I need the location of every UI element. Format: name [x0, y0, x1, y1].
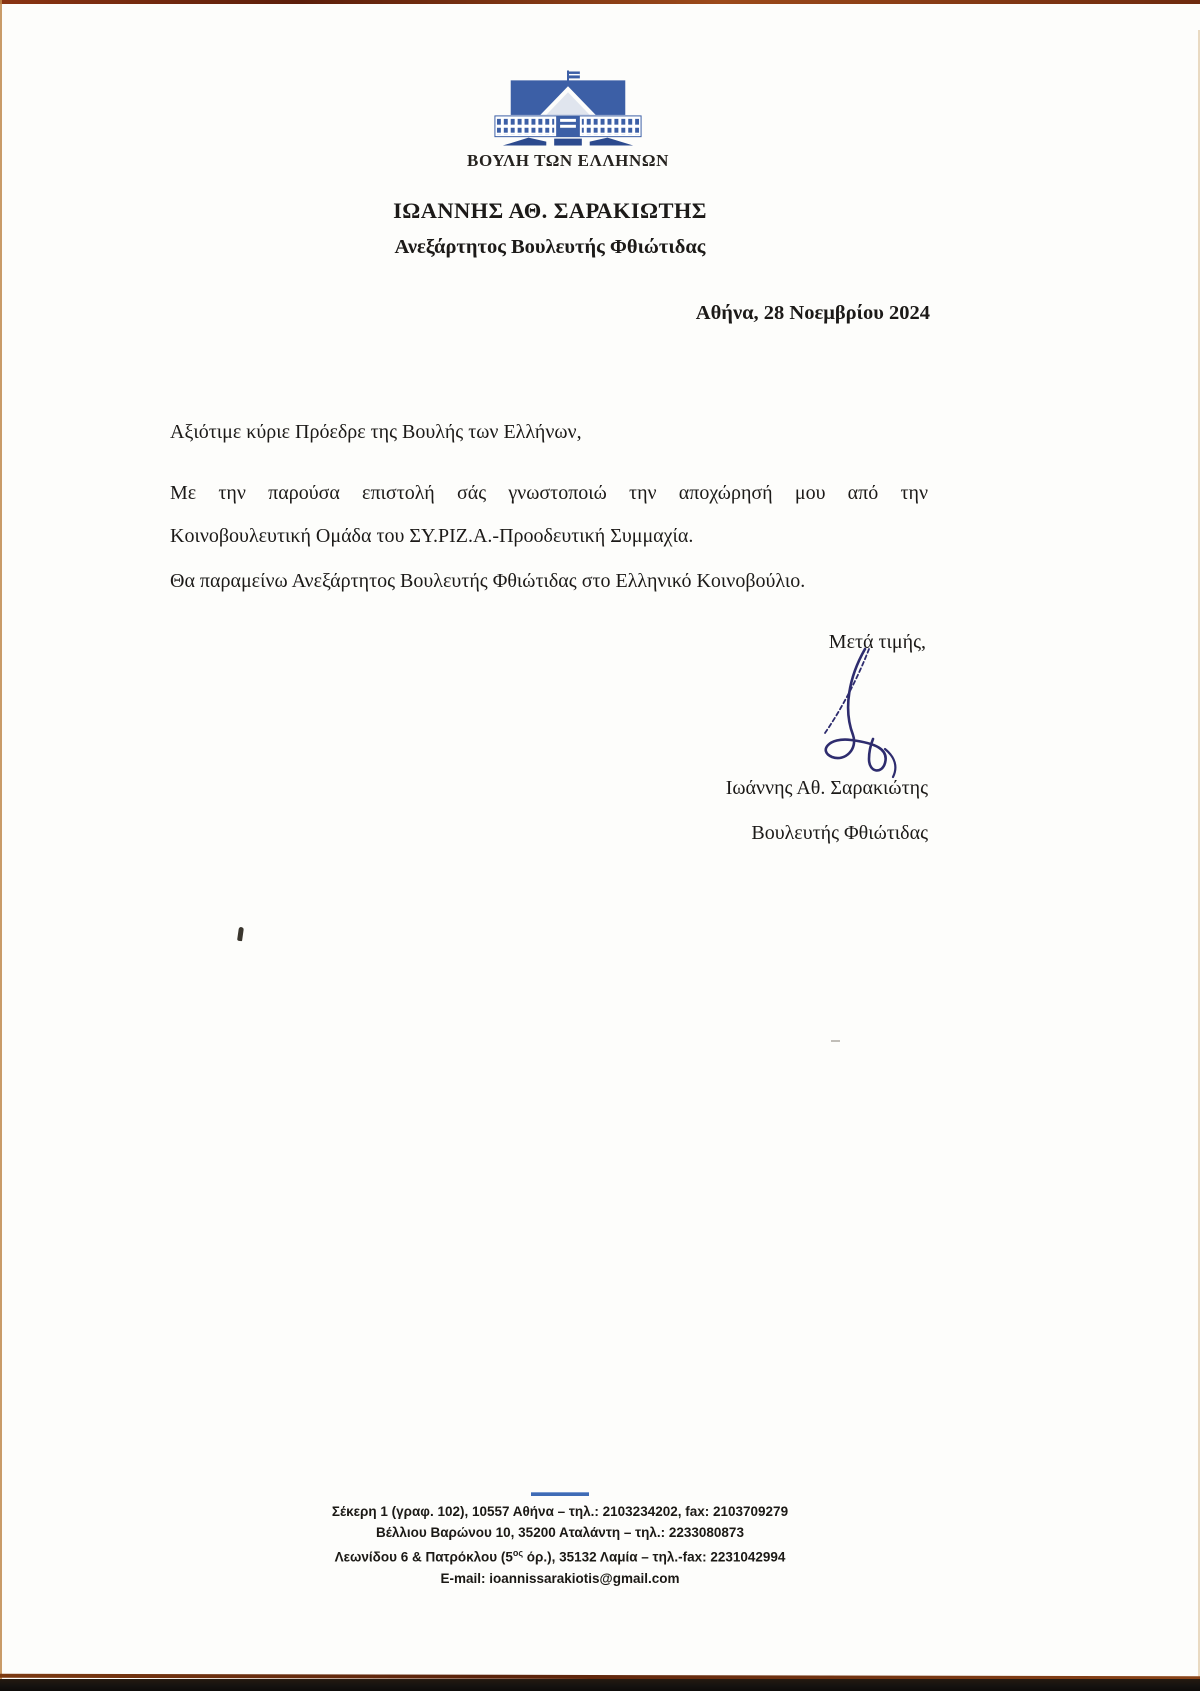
- paragraph-withdrawal-line2: Κοινοβουλευτική Ομάδα του ΣΥ.ΡΙΖ.Α.-Προοδευτική Συμμαχία.: [170, 525, 694, 547]
- org-label: ΒΟΥΛΗ ΤΩΝ ΕΛΛΗΝΩΝ: [467, 151, 669, 170]
- salutation: Αξιότιμε κύριε Πρόεδρε της Βουλής των Ελλήνων,: [170, 421, 582, 443]
- dateline: Αθήνα, 28 Νοεμβρίου 2024: [695, 302, 930, 324]
- scan-speck: [831, 1040, 840, 1042]
- footer-address-atalanti: Βέλλιου Βαρώνου 10, 35200 Αταλάντη – τηλ.: 2233080873: [376, 1525, 744, 1540]
- ink-mark: [237, 927, 244, 942]
- closing-phrase: Μετά τιμής,: [828, 631, 926, 653]
- scan-bottom-bar: [0, 1679, 1200, 1691]
- contact-footer: [200, 1492, 920, 1589]
- paragraph-withdrawal: [170, 472, 928, 558]
- paragraph-remain-independent: Θα παραμείνω Ανεξάρτητος Βουλευτής Φθιώτιδας στο Ελληνικό Κοινοβούλιο.: [170, 570, 806, 592]
- member-title-heading: Ανεξάρτητος Βουλευτής Φθιώτιδας: [394, 236, 706, 258]
- hellenic-parliament-logo-icon: [408, 70, 728, 148]
- footer-email: E-mail: ioannissarakiotis@gmail.com: [440, 1570, 680, 1586]
- handwritten-signature: [803, 645, 921, 785]
- letterhead: [408, 70, 728, 171]
- paragraph-withdrawal-line1: Με την παρούσα επιστολή σάς γνωστοποιώ την αποχώρησή μου από την: [170, 482, 928, 504]
- member-name-heading: ΙΩΑΝΝΗΣ ΑΘ. ΣΑΡΑΚΙΩΤΗΣ: [393, 198, 707, 223]
- signer-name: Ιωάννης Αθ. Σαρακιώτης: [725, 777, 928, 799]
- footer-rule: [531, 1492, 589, 1496]
- scan-edge-top: [0, 0, 1200, 4]
- scan-edge-left: [0, 0, 2, 1691]
- footer-address-lamia: Λεωνίδου 6 & Πατρόκλου ($5^{o\varsigma}$ όρ.), 35132 Λαμία – τηλ.-fax: 2231042994: [334, 1548, 786, 1565]
- signer-title: Βουλευτής Φθιώτιδας: [751, 822, 928, 844]
- footer-address-athens: Σέκερη 1 (γραφ. 102), 10557 Αθήνα – τηλ.: 2103234202, fax: 2103709279: [331, 1504, 789, 1519]
